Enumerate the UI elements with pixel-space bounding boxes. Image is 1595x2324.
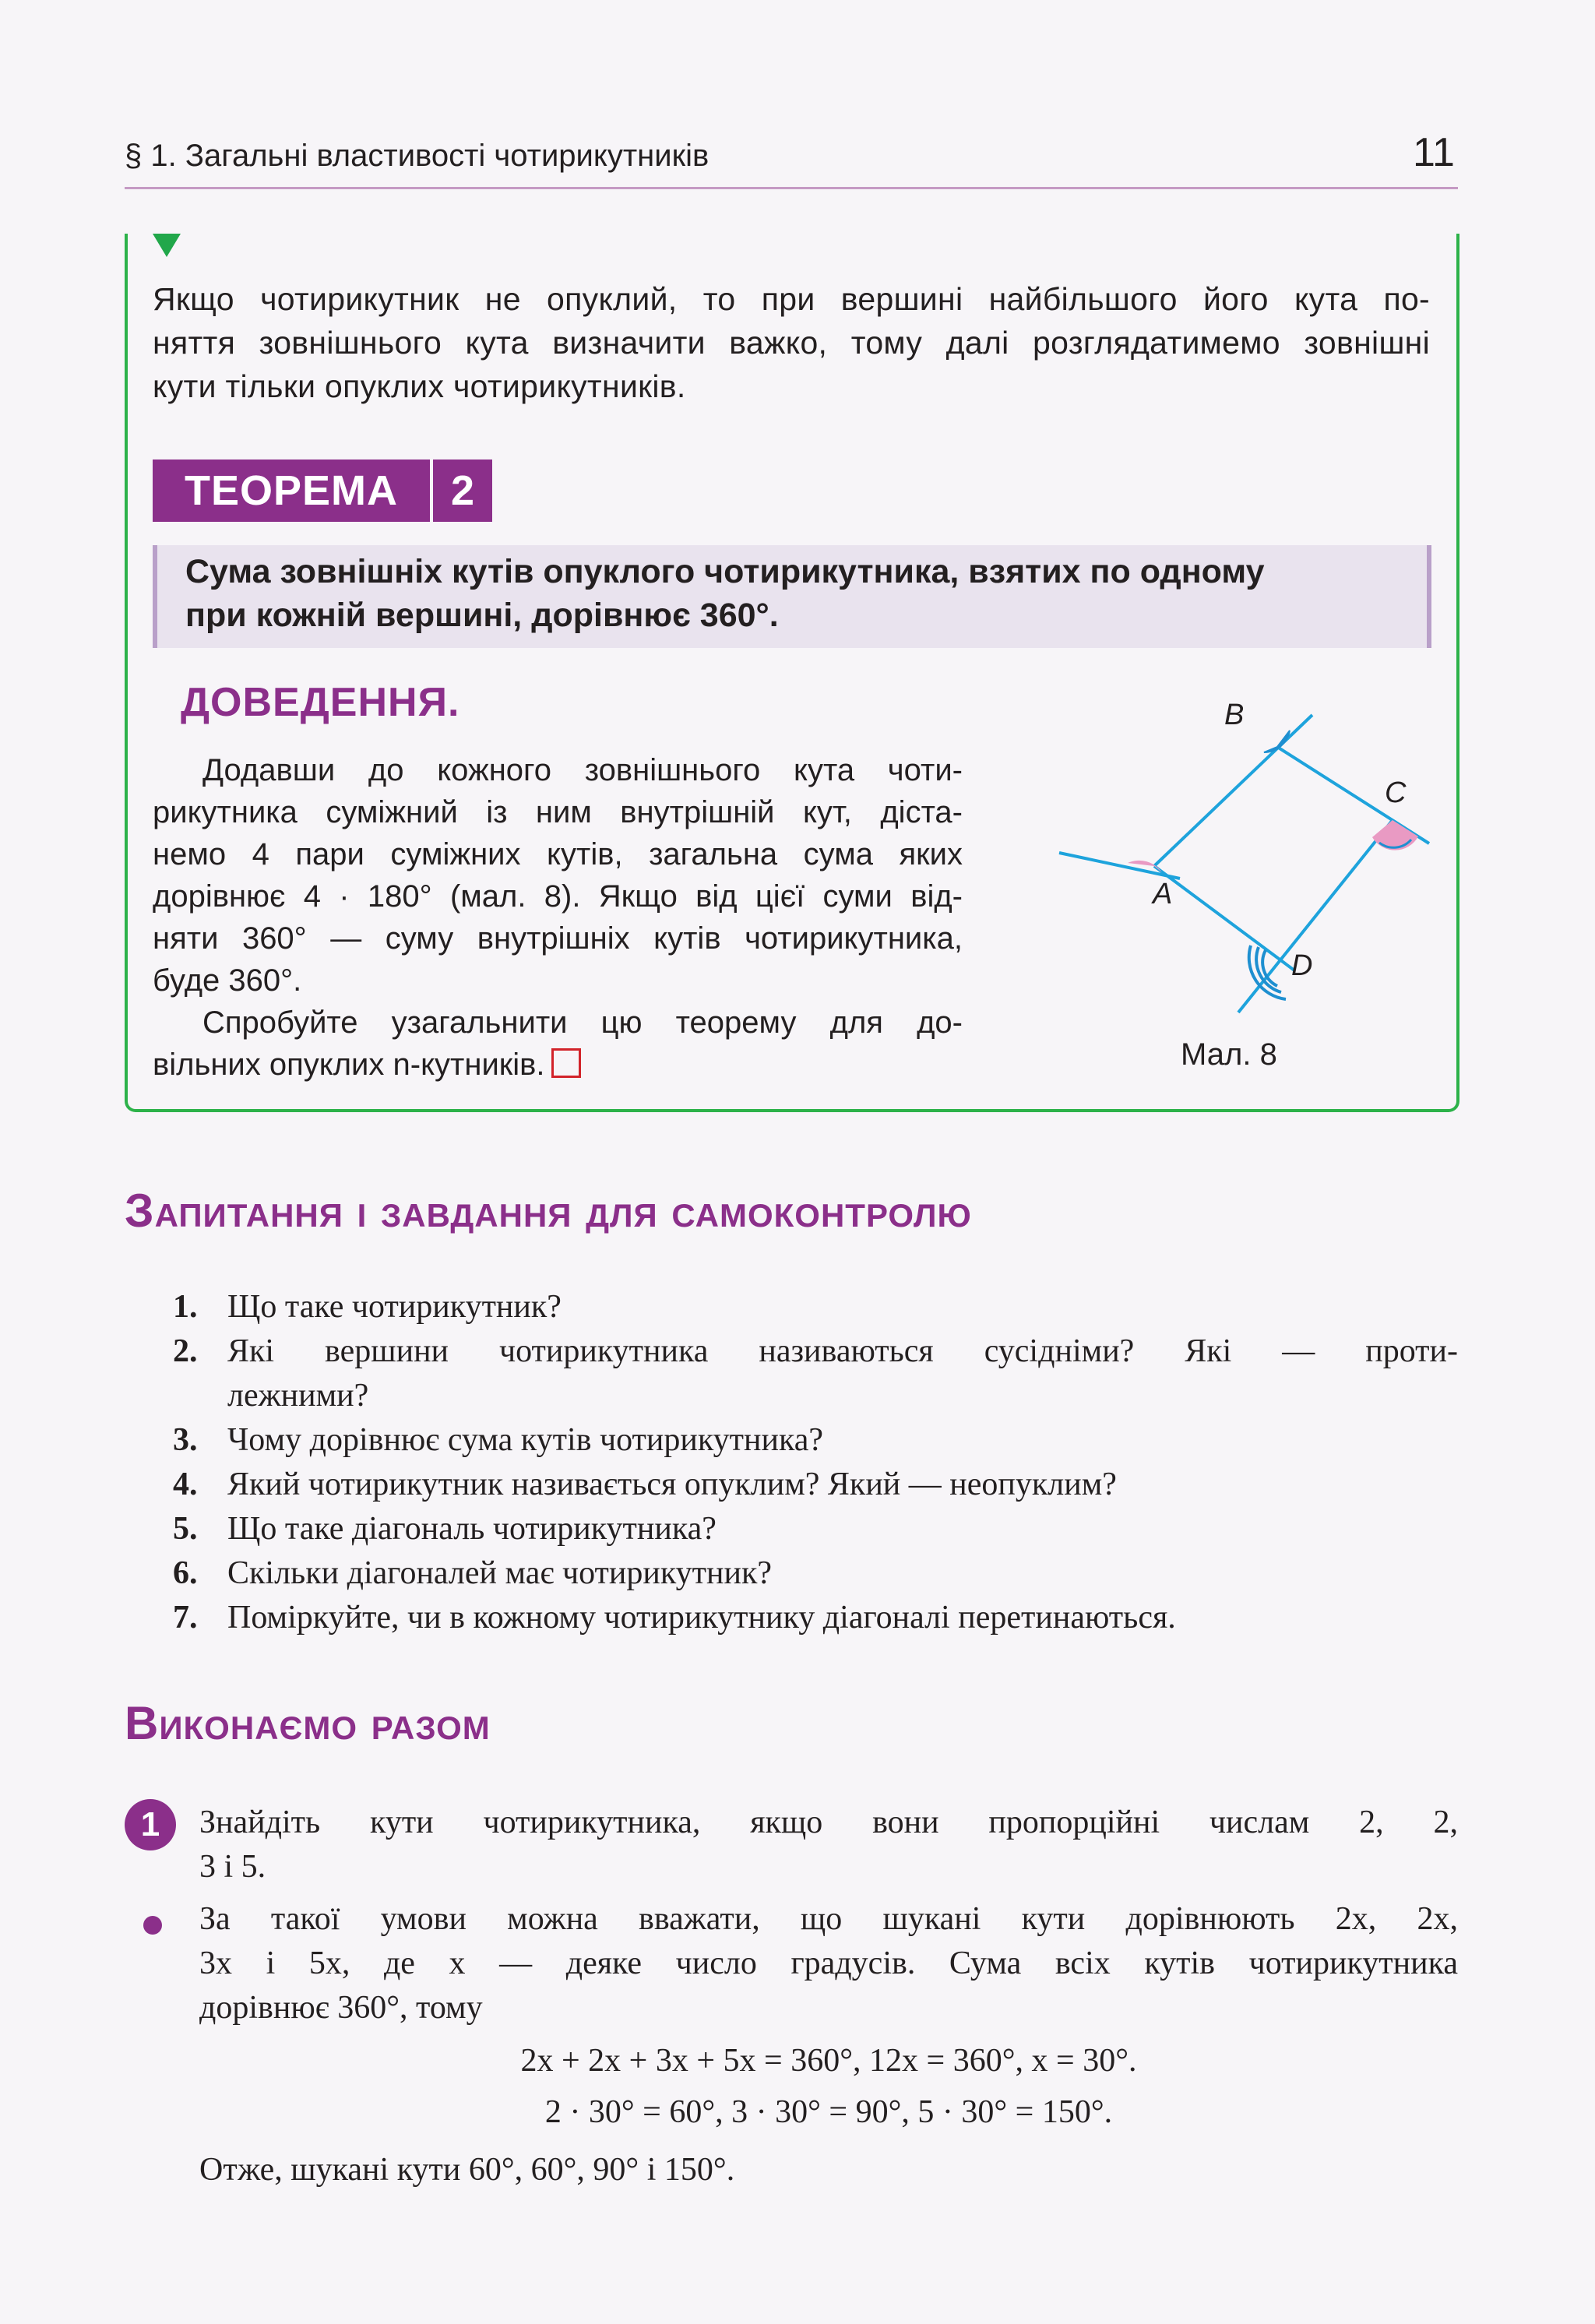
proof-paragraph	[153, 749, 963, 1086]
item-number: 2.	[173, 1333, 198, 1369]
solution-line: 3x і 5x, де x — деяке число градусів. Сума всіх кутів чотирикутника	[199, 1945, 1458, 1981]
side-da	[1154, 866, 1294, 970]
item-number: 3.	[173, 1422, 198, 1458]
header-rule	[125, 187, 1458, 189]
running-header: § 1. Загальні властивості чотирикутників	[125, 139, 709, 173]
item-text: Що таке чотирикутник?	[227, 1289, 562, 1325]
proof-line: немо 4 пари суміжних кутів, загальна сума яких	[153, 837, 963, 872]
proof-title: ДОВЕДЕННЯ.	[181, 680, 460, 725]
item-text: Що таке діагональ чотирикутника?	[227, 1511, 717, 1547]
list-item	[173, 1329, 1458, 1374]
item-number: 4.	[173, 1467, 198, 1502]
task-number-badge: 1	[125, 1799, 176, 1850]
list-item	[173, 1507, 1458, 1551]
green-triangle-icon	[153, 234, 181, 257]
list-item	[173, 1596, 1458, 1640]
theorem-line: при кожній вершині, дорівнює 360°.	[185, 597, 779, 634]
proof-line: Додавши до кожного зовнішнього кута чоти-	[202, 753, 963, 787]
section-title-together: Виконаємо разом	[125, 1697, 491, 1749]
vertex-label-b: B	[1224, 699, 1245, 731]
proof-line: дорівнює 4 · 180° (мал. 8). Якщо від цієї суми від-	[153, 879, 963, 914]
solution-line: За такої умови можна вважати, що шукані кути дорівнюють 2x, 2x,	[199, 1901, 1458, 1937]
theorem-label: ТЕОРЕМА	[153, 460, 430, 522]
item-number: 6.	[173, 1555, 198, 1591]
proof-line: буде 360°.	[153, 963, 302, 998]
list-item	[173, 1463, 1458, 1507]
note-line: няття зовнішнього кута визначити важко, тому далі розглядатимемо зовнішні	[153, 325, 1430, 361]
vertex-label-d: D	[1291, 949, 1313, 982]
theorem-statement	[185, 550, 1265, 637]
item-text: Чому дорівнює сума кутів чотирикутника?	[227, 1422, 824, 1458]
qed-square-icon	[551, 1048, 581, 1078]
solution-bullet-icon	[143, 1916, 162, 1935]
proof-line: Спробуйте узагальнити цю теорему для до-	[202, 1005, 963, 1040]
note-paragraph	[153, 277, 1430, 408]
list-item-continuation	[173, 1374, 1458, 1418]
item-number: 5.	[173, 1511, 198, 1547]
proof-line: няти 360° — суму внутрішніх кутів чотирикутника,	[153, 921, 963, 956]
proof-line: вільних опуклих n-кутників.	[153, 1048, 545, 1082]
equation-1: 2x + 2x + 3x + 5x = 360°, 12x = 360°, x = 30°.	[520, 2043, 1137, 2079]
section-title-questions: Запитання і завдання для самоконтролю	[125, 1185, 972, 1237]
side-cd	[1238, 820, 1393, 1012]
quadrilateral-figure	[1044, 678, 1449, 1036]
list-item	[173, 1551, 1458, 1596]
solution-paragraph	[199, 1897, 1458, 2030]
note-line: кути тільки опуклих чотирикутників.	[153, 368, 686, 404]
item-text: Який чотирикутник називається опуклим? Який — неопуклим?	[227, 1467, 1117, 1502]
list-item	[173, 1418, 1458, 1463]
proof-line: рикутника суміжний із ним внутрішній кут, діста-	[153, 795, 963, 829]
theorem-number: 2	[433, 460, 492, 522]
equation-2: 2 · 30° = 60°, 3 · 30° = 90°, 5 · 30° = 150°.	[544, 2094, 1113, 2130]
solution-line: дорівнює 360°, тому	[199, 1990, 483, 2026]
note-line: Якщо чотирикутник не опуклий, то при вершині найбільшого його кута по-	[153, 281, 1430, 317]
angle-arc-b	[1264, 731, 1290, 752]
item-number: 1.	[173, 1289, 198, 1325]
side-ab	[1154, 715, 1312, 866]
questions-list	[173, 1285, 1458, 1640]
item-text: лежними?	[227, 1378, 369, 1414]
proof-last-line	[153, 1044, 963, 1086]
angle-arc-c	[1372, 820, 1418, 850]
theorem-line: Сума зовнішніх кутів опуклого чотирикутника, взятих по одному	[185, 553, 1265, 590]
figure-caption: Мал. 8	[1181, 1037, 1277, 1072]
item-text: Які вершини чотирикутника називаються сусідніми? Які — проти-	[227, 1333, 1458, 1369]
vertex-label-c: C	[1385, 776, 1407, 809]
vertex-label-a: A	[1153, 878, 1173, 910]
task-line: 3 і 5.	[199, 1849, 266, 1885]
list-item	[173, 1285, 1458, 1329]
item-text: Поміркуйте, чи в кожному чотирикутнику діагоналі перетинаються.	[227, 1600, 1176, 1636]
page-number: 11	[1413, 130, 1455, 175]
item-number: 7.	[173, 1600, 198, 1636]
task-statement	[199, 1801, 1458, 1889]
conclusion: Отже, шукані кути 60°, 60°, 90° і 150°.	[199, 2152, 735, 2188]
item-text: Скільки діагоналей має чотирикутник?	[227, 1555, 773, 1591]
task-line: Знайдіть кути чотирикутника, якщо вони пропорційні числам 2, 2,	[199, 1805, 1458, 1840]
